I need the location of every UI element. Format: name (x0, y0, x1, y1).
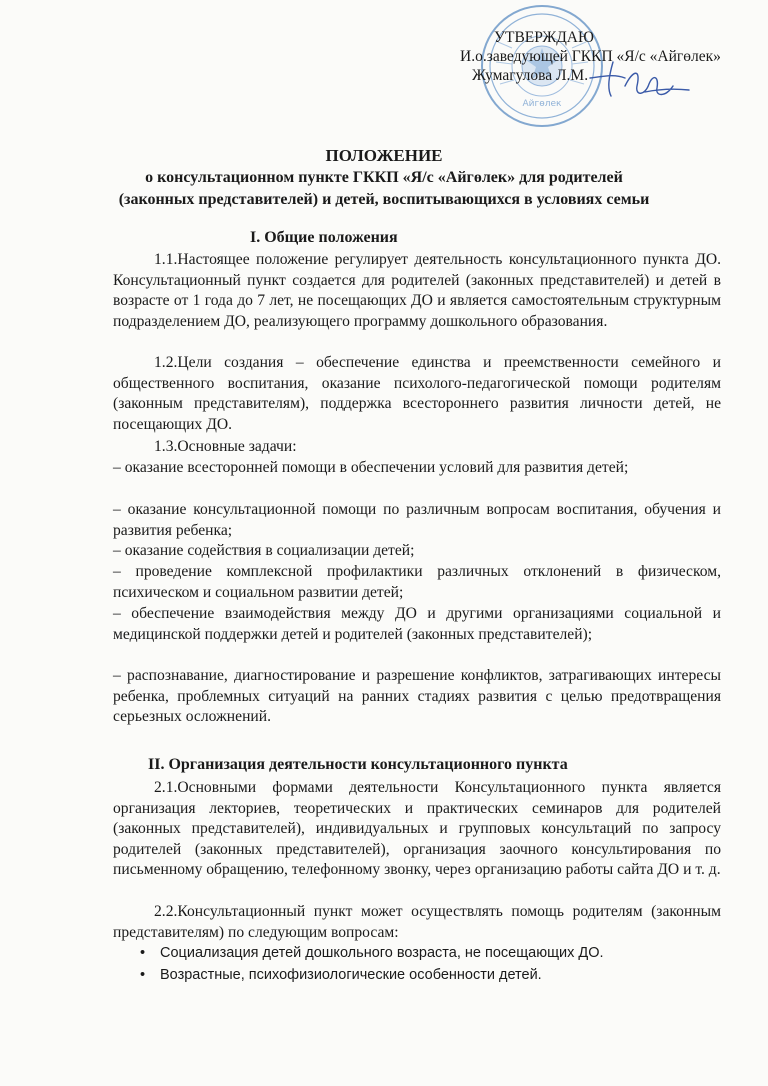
bullet-item: • Возрастные, психофизиологические особенности детей. (140, 964, 604, 986)
paragraph-1-2: 1.2.Цели создания – обеспечение единства и преемственности семейного и общественного воспитания, оказание психолого-педагогической помощи родителям (законным представителям), поддержка всестороннего развития личности детей, не посещающих ДО. (113, 354, 721, 433)
task-item-1: – оказание всесторонней помощи в обеспечении условий для развития детей; (113, 459, 629, 476)
bullet-item: • Социализация детей дошкольного возраста, не посещающих ДО. (140, 942, 604, 964)
task-item-4: – проведение комплексной профилактики различных отклонений в физическом, психическом и социальном развитии детей; (113, 563, 721, 601)
document-title: ПОЛОЖЕНИЕ (325, 146, 443, 165)
document-subtitle-line1: о консультационном пункте ГККП «Я/с «Айгөлек» для родителей (145, 169, 623, 186)
svg-text:Айгөлек: Айгөлек (522, 99, 562, 109)
approval-heading: УТВЕРЖДАЮ (494, 29, 594, 46)
task-item-3: – оказание содействия в социализации детей; (113, 542, 415, 559)
section-1-heading: I. Общие положения (250, 229, 398, 246)
bullet-list (140, 942, 604, 986)
paragraph-2-2: 2.2.Консультационный пункт может осуществлять помощь родителям (законным представителям) по следующим вопросам: (113, 903, 721, 941)
task-item-2: – оказание консультационной помощи по различным вопросам воспитания, обучения и развития ребенка; (113, 501, 721, 539)
document-subtitle-line2: (законных представителей) и детей, воспитывающихся в условиях семьи (118, 191, 650, 208)
approval-position: И.о.заведующей ГККП «Я/с «Айгөлек» (460, 48, 721, 65)
paragraph-1-1: 1.1.Настоящее положение регулирует деятельность консультационного пункта ДО. Консультационный пункт создается для родителей (законных представителей) и детей в возрасте от 1 года до 7 лет, не посещающих ДО и является самостоятельным структурным подразделением ДО, реализующего программу дошкольного образования. (113, 251, 721, 330)
approval-name: Жумагулова Л.М. (472, 67, 589, 84)
task-item-6: – распознавание, диагностирование и разрешение конфликтов, затрагивающих интересы ребенка, проблемных ситуаций на ранних стадиях развития с целью предотвращения серьезных осложнений. (113, 667, 721, 726)
task-item-5: – обеспечение взаимодействия между ДО и другими организациями социальной и медицинской поддержки детей и родителей (законных представителей); (113, 605, 721, 643)
section-2-heading: II. Организация деятельности консультационного пункта (148, 756, 568, 773)
paragraph-1-3: 1.3.Основные задачи: (154, 438, 297, 455)
paragraph-2-1: 2.1.Основными формами деятельности Консультационного пункта является организация лекториев, теоретических и практических семинаров для родителей (законных представителей), индивидуальных и групповых консультаций по запросу родителей (законных представителей), организация заочного консультирования по письменному обращению, телефонному звонку, через организацию работы сайта ДО и т. д. (113, 779, 721, 879)
handwritten-signature (585, 56, 695, 106)
